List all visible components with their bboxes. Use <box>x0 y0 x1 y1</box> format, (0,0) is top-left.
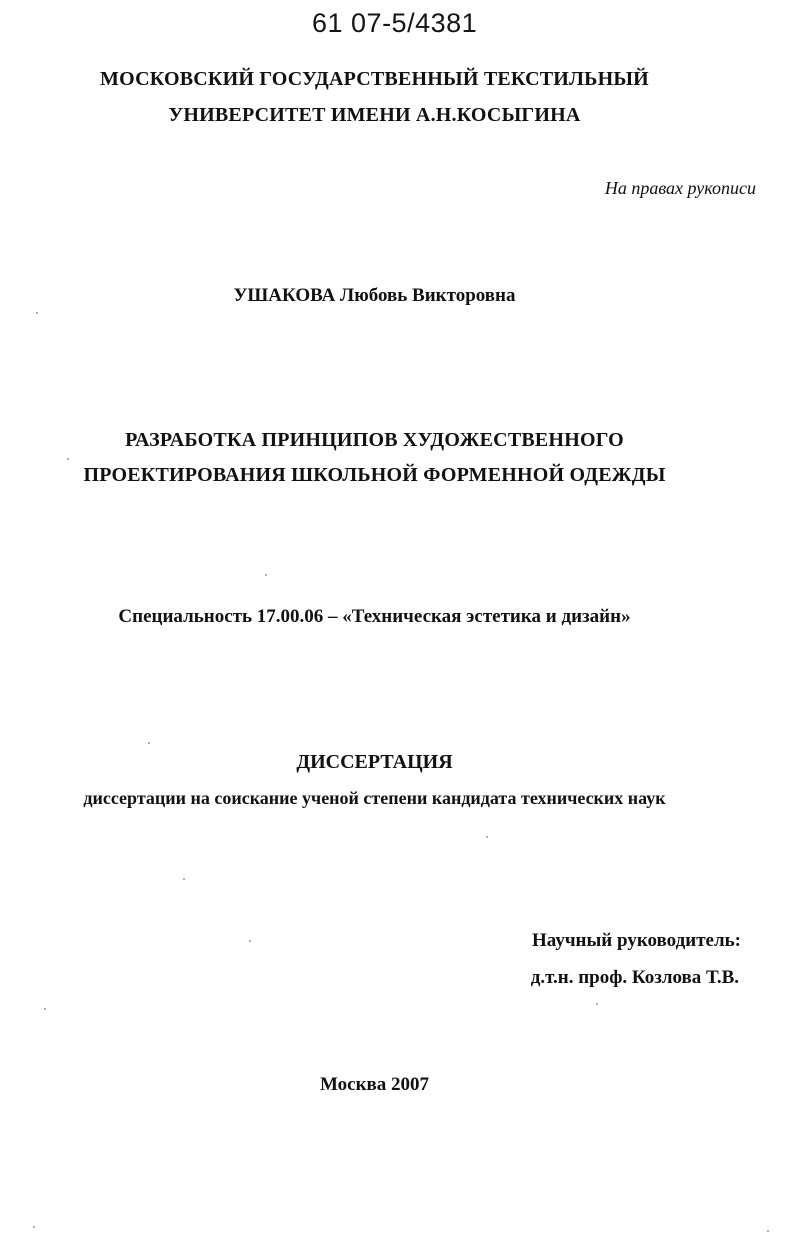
scan-speck <box>36 312 38 314</box>
dissertation-title-line-2: ПРОЕКТИРОВАНИЯ ШКОЛЬНОЙ ФОРМЕННОЙ ОДЕЖДЫ <box>83 464 666 486</box>
specialty-line: Специальность 17.00.06 – «Техническая эстетика и дизайн» <box>118 606 631 627</box>
scan-speck <box>183 878 185 880</box>
document-type-heading: ДИССЕРТАЦИЯ <box>296 751 453 773</box>
author-name: УШАКОВА Любовь Викторовна <box>233 285 516 306</box>
supervisor-label: Научный руководитель: <box>532 930 741 951</box>
university-name-line-2: УНИВЕРСИТЕТ ИМЕНИ А.Н.КОСЫГИНА <box>168 104 581 126</box>
supervisor-name: д.т.н. проф. Козлова Т.В. <box>530 967 739 988</box>
scan-speck <box>596 1003 598 1005</box>
library-stamp-number: 61 07-5/4381 <box>312 8 478 38</box>
scan-speck <box>486 836 488 838</box>
scan-speck <box>67 458 69 460</box>
degree-description: диссертации на соискание ученой степени кандидата технических наук <box>83 788 666 808</box>
scan-speck <box>249 940 251 942</box>
dissertation-title-line-1: РАЗРАБОТКА ПРИНЦИПОВ ХУДОЖЕСТВЕННОГО <box>125 429 624 451</box>
scan-speck <box>33 1226 35 1228</box>
scan-speck <box>265 574 267 576</box>
scan-speck <box>767 1230 769 1232</box>
university-name-line-1: МОСКОВСКИЙ ГОСУДАРСТВЕННЫЙ ТЕКСТИЛЬНЫЙ <box>100 68 649 90</box>
manuscript-rights-note: На правах рукописи <box>604 178 756 198</box>
scan-speck <box>44 1008 46 1010</box>
scan-speck <box>148 742 150 744</box>
city-year: Москва 2007 <box>319 1074 430 1095</box>
